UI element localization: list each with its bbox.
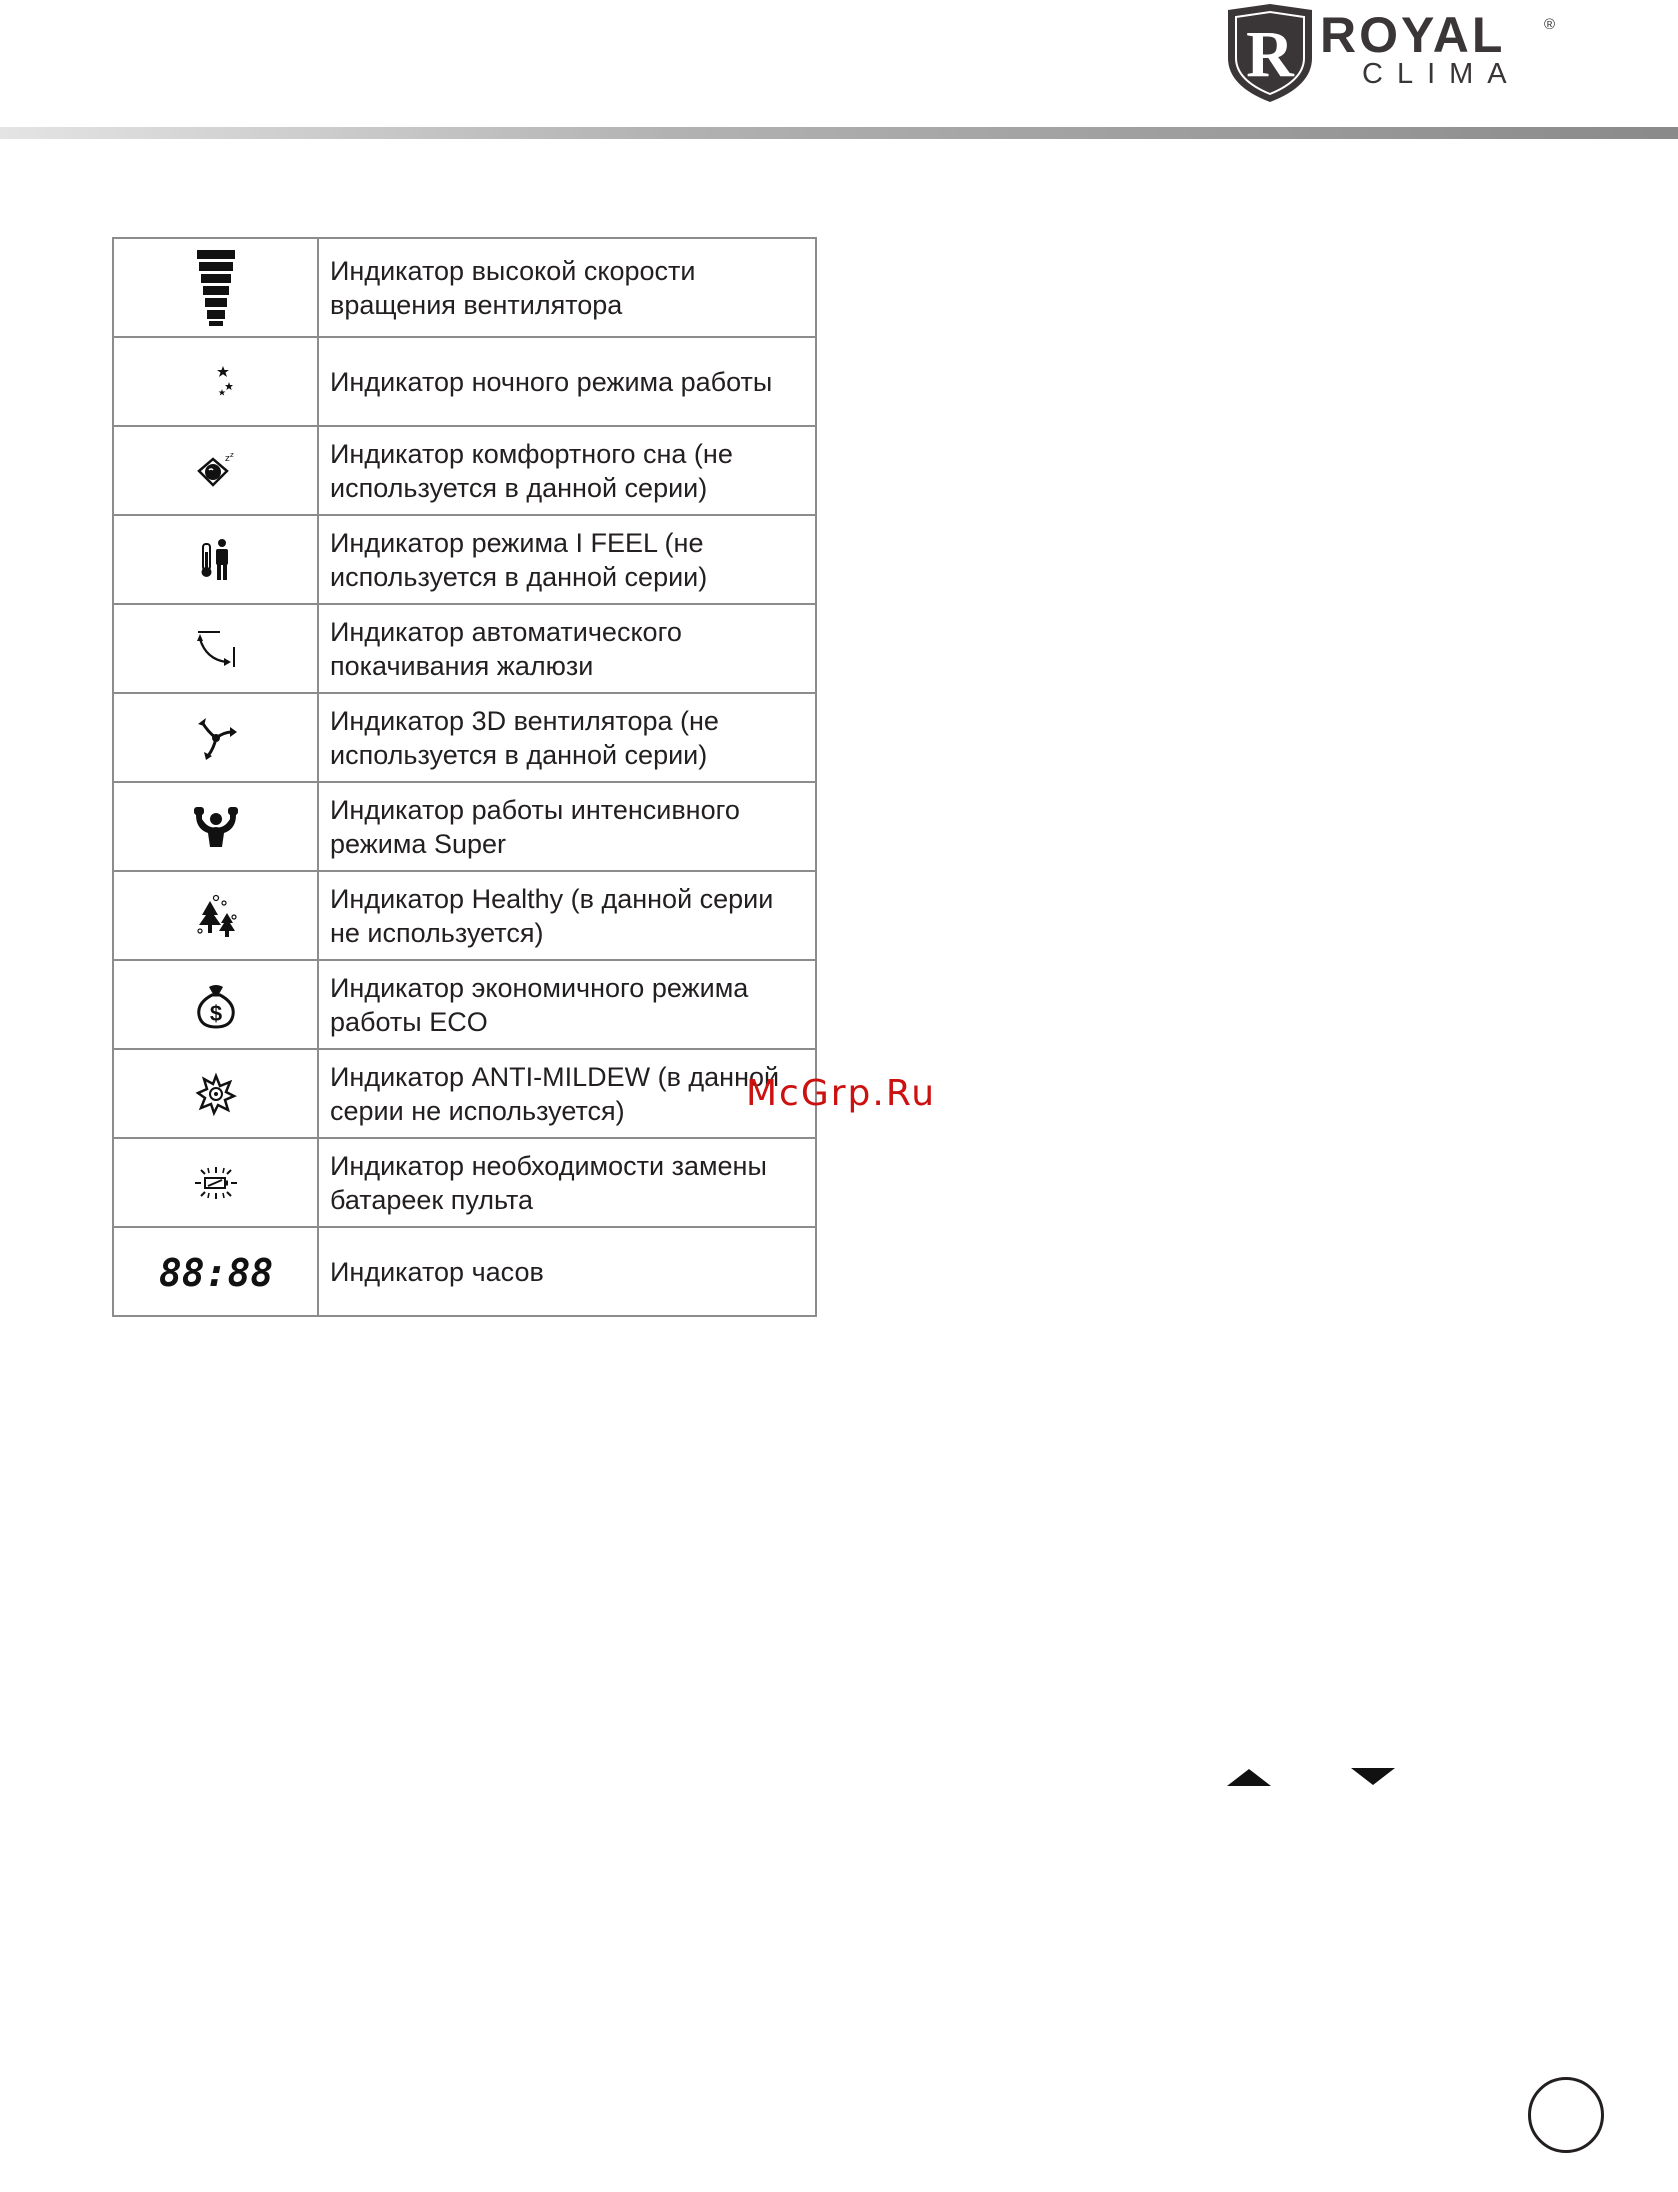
brand-sub: CLIMA [1362,58,1521,90]
table-row [113,782,816,871]
indicator-label: Индикатор ANTI-MILDEW (в данной серии не используется) [318,1049,816,1138]
watermark: McGrp.Ru [746,1073,937,1114]
registered-mark: ® [1544,16,1556,33]
anti-mildew-icon [196,1074,236,1114]
indicator-label: Индикатор работы интенсивного режима Super [318,782,816,871]
indicator-label: Индикатор экономичного режима работы ECO [318,960,816,1049]
brand-name: ROYAL [1320,7,1506,63]
healthy-icon [194,893,238,939]
icon-cell [113,604,318,693]
icon-cell [113,337,318,426]
table-row [113,426,816,515]
eco-icon [195,981,237,1029]
table-row [113,337,816,426]
table-row [113,1138,816,1227]
page-number-circle [1528,2077,1604,2153]
table-row [113,693,816,782]
low-battery-icon [193,1165,239,1201]
table-row [113,515,816,604]
svg-text:$: $ [209,1000,222,1026]
icon-cell [113,426,318,515]
table-row [113,1227,816,1316]
icon-cell [113,515,318,604]
indicator-label: Индикатор часов [318,1227,816,1316]
i-feel-icon [199,538,233,582]
icon-cell [113,1049,318,1138]
fan-high-speed-icon [196,249,236,327]
table-row [113,871,816,960]
svg-text:z: z [229,450,234,459]
header-divider [0,127,1678,139]
indicator-label: Индикатор режима I FEEL (не используется в данной серии) [318,515,816,604]
super-mode-icon [192,805,240,849]
auto-swing-icon [194,629,238,669]
clock-display-icon [158,1250,273,1295]
indicator-label: Индикатор автоматического покачивания жалюзи [318,604,816,693]
table-row [113,1049,816,1138]
up-arrow-icon [1227,1768,1271,1786]
icon-cell [113,782,318,871]
icon-cell [113,693,318,782]
down-arrow-icon [1351,1768,1395,1786]
icon-cell [113,238,318,337]
table-row [113,238,816,337]
night-mode-icon [196,362,236,402]
table-row [113,604,816,693]
indicator-label: Индикатор комфортного сна (не используется в данной серии) [318,426,816,515]
indicator-label: Индикатор ночного режима работы [318,337,816,426]
icon-cell [113,960,318,1049]
svg-text:88:88: 88:88 [158,1250,273,1295]
icon-cell [113,1138,318,1227]
royal-clima-logo [1222,0,1562,104]
indicator-table [112,237,817,1317]
svg-text:R: R [1246,18,1294,91]
indicator-label: Индикатор необходимости замены батареек пульта [318,1138,816,1227]
icon-cell [113,1227,318,1316]
indicator-label: Индикатор высокой скорости вращения вентилятора [318,238,816,337]
logo-shield-icon [1222,2,1318,104]
table-row [113,960,816,1049]
svg-text:z: z [224,453,230,464]
icon-cell [113,871,318,960]
comfort-sleep-icon [195,451,237,491]
indicator-label: Индикатор Healthy (в данной серии не используется) [318,871,816,960]
indicator-label: Индикатор 3D вентилятора (не используется в данной серии) [318,693,816,782]
3d-fan-icon [194,714,238,762]
